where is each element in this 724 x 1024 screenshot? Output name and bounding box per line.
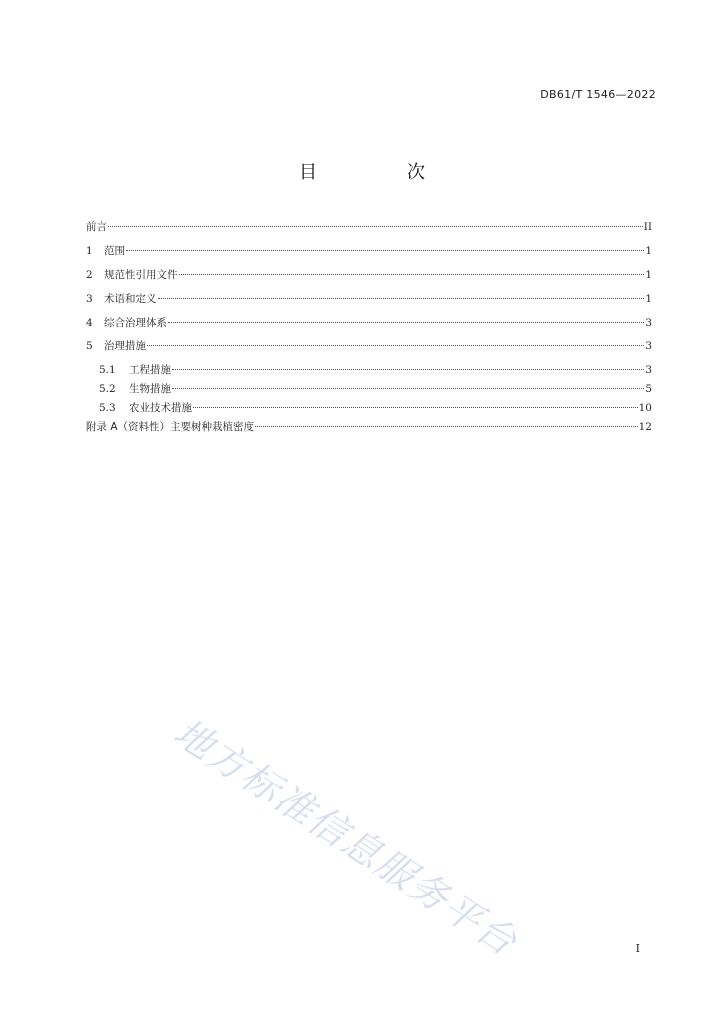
- toc-entry-number: 1: [86, 244, 93, 257]
- watermark: 地方标准信息服务平台: [166, 709, 526, 965]
- toc-entry-governance-measures[interactable]: [86, 338, 652, 362]
- toc-entry-label: 农业技术措施: [129, 402, 192, 415]
- toc-entry-appendix-a[interactable]: [86, 419, 652, 443]
- toc-entry-page: 12: [638, 421, 652, 434]
- page-title: 目 次: [299, 162, 461, 183]
- toc-entry-normative-references[interactable]: [86, 267, 652, 291]
- toc-entry-page: 1: [645, 292, 652, 305]
- toc-entry-biological-measures[interactable]: [86, 381, 652, 400]
- toc-entry-agricultural-measures[interactable]: [86, 400, 652, 419]
- toc-entry-label: 术语和定义: [104, 292, 157, 305]
- toc-entry-scope[interactable]: [86, 243, 652, 267]
- toc-entry-label: 综合治理体系: [104, 316, 167, 329]
- toc-leader-dots: [255, 426, 638, 427]
- toc-entry-page: 1: [645, 244, 652, 257]
- toc-entry-page: 1: [645, 268, 652, 281]
- toc-leader-dots: [158, 298, 645, 299]
- toc-entry-page: 3: [645, 316, 652, 329]
- toc-entry-label: 生物措施: [129, 383, 171, 396]
- toc-entry-number: 3: [86, 292, 93, 305]
- toc-entry-engineering-measures[interactable]: [86, 362, 652, 381]
- toc-entry-page: 5: [645, 383, 652, 396]
- toc-leader-dots: [168, 322, 644, 323]
- toc-leader-dots: [108, 226, 643, 227]
- toc-entry-number: 5.3: [99, 402, 116, 415]
- toc-entry-terms-definitions[interactable]: [86, 291, 652, 315]
- toc-entry-label: 工程措施: [129, 364, 171, 377]
- toc-entry-foreword[interactable]: [86, 219, 652, 243]
- standard-code: DB61/T 1546—2022: [540, 88, 656, 101]
- toc-entry-label: 规范性引用文件: [104, 268, 178, 281]
- toc-entry-label: 附录 A（资料性）主要树种栽植密度: [86, 421, 255, 434]
- toc-entry-page: II: [643, 221, 652, 233]
- toc-entry-page: 3: [645, 340, 652, 353]
- toc-entry-page: 10: [638, 402, 652, 415]
- toc-leader-dots: [172, 388, 644, 389]
- page-number: I: [635, 942, 640, 955]
- toc-entry-number: 5.1: [99, 364, 116, 377]
- toc-leader-dots: [126, 250, 644, 251]
- table-of-contents: [86, 219, 652, 443]
- toc-entry-label: 治理措施: [104, 340, 146, 353]
- toc-entry-label: 前言: [86, 221, 107, 233]
- toc-entry-number: 5: [86, 340, 93, 353]
- toc-leader-dots: [147, 345, 644, 346]
- toc-leader-dots: [179, 274, 645, 275]
- toc-entry-page: 3: [645, 364, 652, 377]
- toc-leader-dots: [193, 407, 638, 408]
- toc-entry-number: 4: [86, 316, 93, 329]
- toc-entry-number: 5.2: [99, 383, 116, 396]
- toc-entry-label: 范围: [104, 244, 125, 257]
- toc-leader-dots: [172, 369, 644, 370]
- toc-entry-number: 2: [86, 268, 93, 281]
- toc-entry-governance-system[interactable]: [86, 315, 652, 339]
